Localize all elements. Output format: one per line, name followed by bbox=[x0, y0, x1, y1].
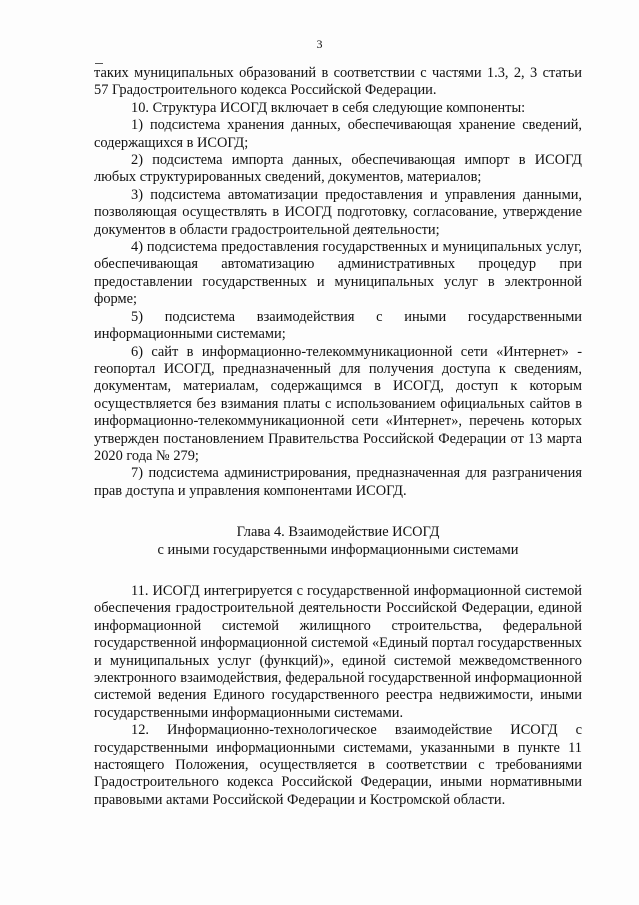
list-item-2: 2) подсистема импорта данных, обеспечивающая импорт в ИСОГД любых структурированных сведений, документов, материалов; bbox=[94, 152, 582, 186]
chapter-subtitle: с иными государственными информационными системами bbox=[157, 541, 519, 558]
list-item-3: 3) подсистема автоматизации предоставления и управления данными, позволяющая осуществлять в ИСОГД подготовку, согласование, утверждение документов в области градостроительной деятельности; bbox=[94, 186, 582, 238]
list-item-7: 7) подсистема администрирования, предназначенная для разграничения прав доступа и управления компонентами ИСОГД. bbox=[94, 465, 582, 499]
margin-mark bbox=[95, 63, 103, 64]
list-item-6: 6) сайт в информационно-телекоммуникационной сети «Интернет» - геопортал ИСОГД, предназначенный для получения доступа к сведениям, документам, материалам, содержащимся в ИСОГД, доступ к которым осуществляется без взимания платы с использованием официальных сайтов в информационно-телекоммуникационной сети «Интернет», перечень которых утвержден постановлением Правительства Российской Федерации от 13 марта 2020 года № 279; bbox=[94, 343, 582, 464]
paragraph-11: 11. ИСОГД интегрируется с государственной информационной системой обеспечения градостроительной деятельности Российской Федерации, единой информационной системой жилищного строительства, федеральной государственной информационной системой «Единый портал государственных и муниципальных услуг (функций)», единой системой межведомственного электронного взаимодействия, федеральной государственной информационной системой ведения Единого государственного реестра недвижимости, иными государственными информационными системами. bbox=[94, 582, 582, 721]
list-item-4: 4) подсистема предоставления государственных и муниципальных услуг, обеспечивающая автоматизацию административных процедур при предоставлении государственных и муниципальных услуг в электронной форме; bbox=[94, 239, 582, 308]
chapter-title: Глава 4. Взаимодействие ИСОГД bbox=[236, 524, 440, 541]
list-item-5: 5) подсистема взаимодействия с иными государственными информационными системами; bbox=[94, 308, 582, 343]
paragraph-continuation: таких муниципальных образований в соответствии с частями 1.3, 2, 3 статьи 57 Градостроительного кодекса Российской Федерации. bbox=[94, 65, 582, 99]
paragraph-12: 12. Информационно-технологическое взаимодействие ИСОГД с государственными информационными системами, указанными в пункте 11 настоящего Положения, осуществляется в соответствии с требованиями Градостроительного кодекса Российской Федерации, иными нормативными правовыми актами Российской Федерации и Костромской области. bbox=[94, 722, 582, 808]
paragraph-10: 10. Структура ИСОГД включает в себя следующие компоненты: bbox=[131, 99, 526, 116]
list-item-1: 1) подсистема хранения данных, обеспечивающая хранение сведений, содержащихся в ИСОГД; bbox=[94, 117, 582, 151]
chapter-heading bbox=[94, 524, 582, 559]
page-number: 3 bbox=[316, 37, 323, 51]
document-body bbox=[94, 65, 582, 809]
